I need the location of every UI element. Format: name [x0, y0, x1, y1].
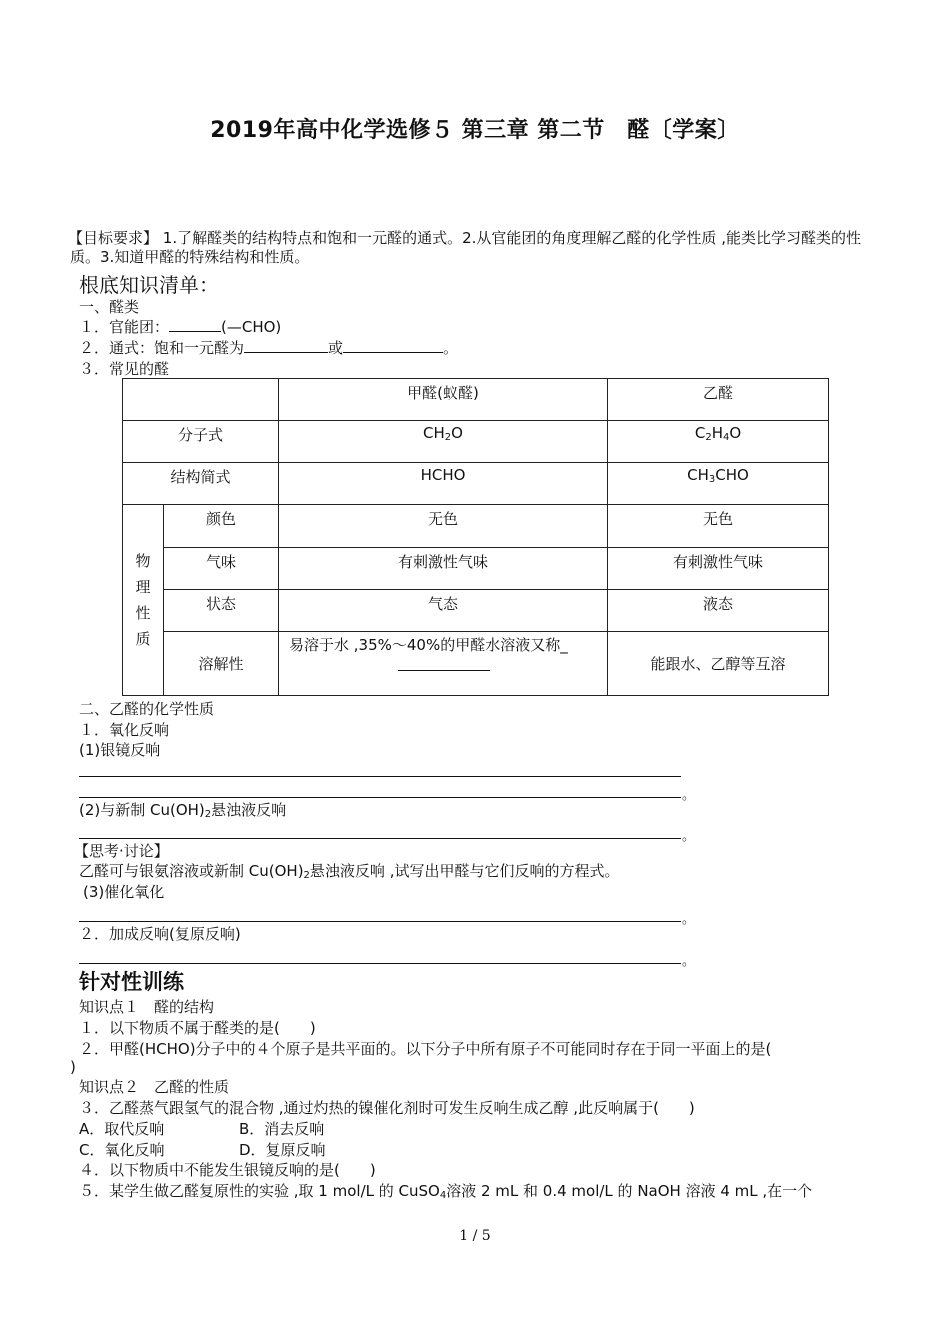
label-char: 性 — [135, 604, 151, 622]
part2-heading: 二、乙醛的化学性质 — [79, 700, 215, 718]
formula-part: CH — [423, 424, 445, 442]
table-row — [123, 505, 829, 548]
label-char: 物 — [135, 552, 151, 570]
formula-part: C — [694, 424, 706, 442]
answer-line[interactable] — [79, 838, 681, 839]
table-cell — [164, 590, 279, 632]
formula-subscript: 2 — [705, 432, 712, 443]
formula-formaldehyde — [279, 421, 607, 443]
page-number: 1 / 5 — [459, 1228, 491, 1244]
table-cell — [608, 421, 829, 463]
table-cell — [123, 379, 279, 421]
state-acetaldehyde: 液态 — [702, 595, 733, 613]
answer-line[interactable] — [79, 921, 681, 922]
period-mark: 。 — [682, 912, 696, 927]
period-mark: 。 — [682, 829, 696, 844]
color-formaldehyde: 无色 — [427, 510, 458, 528]
formula-subscript: 2 — [444, 432, 452, 443]
table-cell — [279, 463, 608, 505]
aldehyde-table — [122, 378, 829, 696]
formula-subscript: 4 — [439, 1190, 447, 1201]
item1-label: １．官能团： — [79, 318, 170, 336]
table-row — [123, 590, 829, 632]
goal-label: 【目标要求】 — [68, 229, 159, 247]
period-mark: 。 — [682, 788, 696, 803]
row-label-smell: 气味 — [205, 553, 236, 571]
table-row — [123, 421, 829, 463]
part1-heading: 一、醛类 — [79, 298, 140, 316]
struct-formaldehyde: HCHO — [420, 466, 466, 484]
text-part: 乙醛可与银氨溶液或新制 Cu(OH) — [79, 862, 304, 880]
answer-line[interactable] — [79, 776, 681, 777]
question-5 — [79, 1181, 812, 1206]
label-char: 质 — [135, 630, 151, 648]
formula-subscript: 2 — [303, 870, 310, 881]
table-row — [123, 463, 829, 505]
text-part: 悬浊液反响 ,试写出甲醛与它们反响的方程式。 — [309, 862, 620, 880]
option-b: B．消去反响 — [239, 1120, 325, 1138]
row-label-color: 颜色 — [205, 510, 236, 528]
fill-blank[interactable] — [343, 338, 443, 353]
fill-blank[interactable] — [244, 338, 328, 353]
table-cell — [608, 505, 829, 548]
period-mark: 。 — [682, 954, 696, 969]
question-1: １．以下物质不属于醛类的是( ) — [79, 1019, 316, 1037]
solubility-formaldehyde — [279, 632, 607, 677]
think-label: 【思考·讨论】 — [74, 842, 169, 860]
table-row — [123, 548, 829, 590]
item2-mid: 或 — [328, 339, 344, 357]
knowledge-point-2: 知识点２ 乙醛的性质 — [79, 1078, 230, 1096]
answer-line[interactable] — [79, 797, 681, 798]
physical-props-label — [123, 548, 163, 652]
table-cell — [279, 421, 608, 463]
formula-part: CH — [687, 466, 709, 484]
option-a: A．取代反响 — [79, 1120, 165, 1138]
question-2: ２．甲醛(HCHO)分子中的４个原子是共平面的。以下分子中所有原子不可能同时存在于同一平面上的是( — [79, 1040, 772, 1058]
option-d: D．复原反响 — [239, 1141, 326, 1159]
oxidation-heading: １．氧化反响 — [79, 721, 170, 739]
table-row — [123, 632, 829, 696]
row-label-state: 状态 — [205, 595, 236, 613]
question-3-options-ab — [79, 1119, 324, 1139]
row-label-formula: 分子式 — [177, 426, 223, 444]
solubility-text: 易溶于水 ,35%～40%的甲醛水溶液又称_ — [289, 636, 568, 654]
item2-line — [79, 338, 458, 358]
table-cell — [279, 548, 608, 590]
formula-part: O — [729, 424, 742, 442]
item1-line — [79, 317, 281, 337]
formula-part: H — [711, 424, 723, 442]
text-part: 溶液 2 mL 和 0.4 mol/L 的 NaOH 溶液 4 mL ,在一个 — [446, 1182, 813, 1200]
struct-acetaldehyde — [608, 463, 828, 485]
section-basic-heading: 根底知识清单： — [79, 273, 219, 297]
row-label-structure: 结构简式 — [170, 468, 231, 486]
option-c: C．氧化反响 — [79, 1141, 165, 1159]
solubility-acetaldehyde: 能跟水、乙醇等互溶 — [650, 655, 786, 673]
table-cell — [279, 632, 608, 696]
copper-hydroxide-heading — [79, 800, 286, 825]
catalytic-oxidation-heading: (3)催化氧化 — [83, 883, 165, 901]
text-part: 悬浊液反响 — [211, 801, 287, 819]
answer-line[interactable] — [79, 963, 681, 964]
item2-end: 。 — [443, 339, 459, 357]
state-formaldehyde: 气态 — [427, 595, 458, 613]
item3-label: ３．常见的醛 — [79, 360, 170, 378]
table-cell — [608, 632, 829, 696]
table-header-row — [123, 379, 829, 421]
question-4: ４．以下物质中不能发生银镜反响的是( ) — [79, 1161, 376, 1179]
formula-part: O — [451, 424, 463, 442]
section-training-heading: 针对性训练 — [79, 970, 184, 994]
goal-paragraph — [70, 229, 890, 267]
formula-subscript: 2 — [204, 809, 212, 820]
text-part: ５．某学生做乙醛复原性的实验 ,取 1 mol/L 的 CuSO — [79, 1182, 440, 1200]
table-cell — [608, 548, 829, 590]
question-2-cont: ) — [70, 1058, 76, 1076]
table-cell — [279, 590, 608, 632]
knowledge-point-1: 知识点１ 醛的结构 — [79, 998, 215, 1016]
table-cell — [123, 421, 279, 463]
addition-heading: ２．加成反响(复原反响) — [79, 925, 241, 943]
formula-subscript: 4 — [722, 432, 730, 443]
text-part: (2)与新制 Cu(OH) — [79, 801, 205, 819]
fill-blank[interactable] — [169, 317, 221, 332]
table-cell — [608, 379, 829, 421]
table-cell — [608, 463, 829, 505]
page-title: 2019年高中化学选修５ 第三章 第二节 醛〔学案〕 — [210, 118, 740, 143]
table-cell — [279, 379, 608, 421]
table-cell — [164, 548, 279, 590]
row-label-solubility: 溶解性 — [198, 655, 244, 673]
formula-subscript: 3 — [708, 474, 716, 485]
smell-formaldehyde: 有刺激性气味 — [397, 553, 488, 571]
item2-label: ２．通式：饱和一元醛为 — [79, 339, 245, 357]
table-cell — [164, 505, 279, 548]
question-3-options-cd — [79, 1140, 326, 1160]
table-cell — [123, 463, 279, 505]
table-cell — [164, 632, 279, 696]
col-formaldehyde: 甲醛(蚁醛) — [407, 384, 479, 402]
table-cell — [279, 505, 608, 548]
question-3: ３．乙醛蒸气跟氢气的混合物 ,通过灼热的镍催化剂时可发生反响生成乙醇 ,此反响属于( ) — [79, 1099, 695, 1117]
silver-mirror-heading: (1)银镜反响 — [79, 741, 161, 759]
label-char: 理 — [135, 578, 151, 596]
goal-text: 1.了解醛类的结构特点和饱和一元醛的通式。2.从官能团的角度理解乙醛的化学性质 ,能类比学习醛类的性质。3.知道甲醛的特殊结构和性质。 — [70, 229, 861, 266]
physical-props-cell — [123, 505, 164, 696]
color-acetaldehyde: 无色 — [702, 510, 733, 528]
formula-acetaldehyde — [608, 421, 828, 443]
col-acetaldehyde: 乙醛 — [702, 384, 733, 402]
fill-blank[interactable] — [398, 656, 490, 671]
smell-acetaldehyde: 有刺激性气味 — [672, 553, 763, 571]
table-cell — [608, 590, 829, 632]
formula-part: CHO — [715, 466, 749, 484]
item1-suffix: (—CHO) — [221, 318, 282, 336]
